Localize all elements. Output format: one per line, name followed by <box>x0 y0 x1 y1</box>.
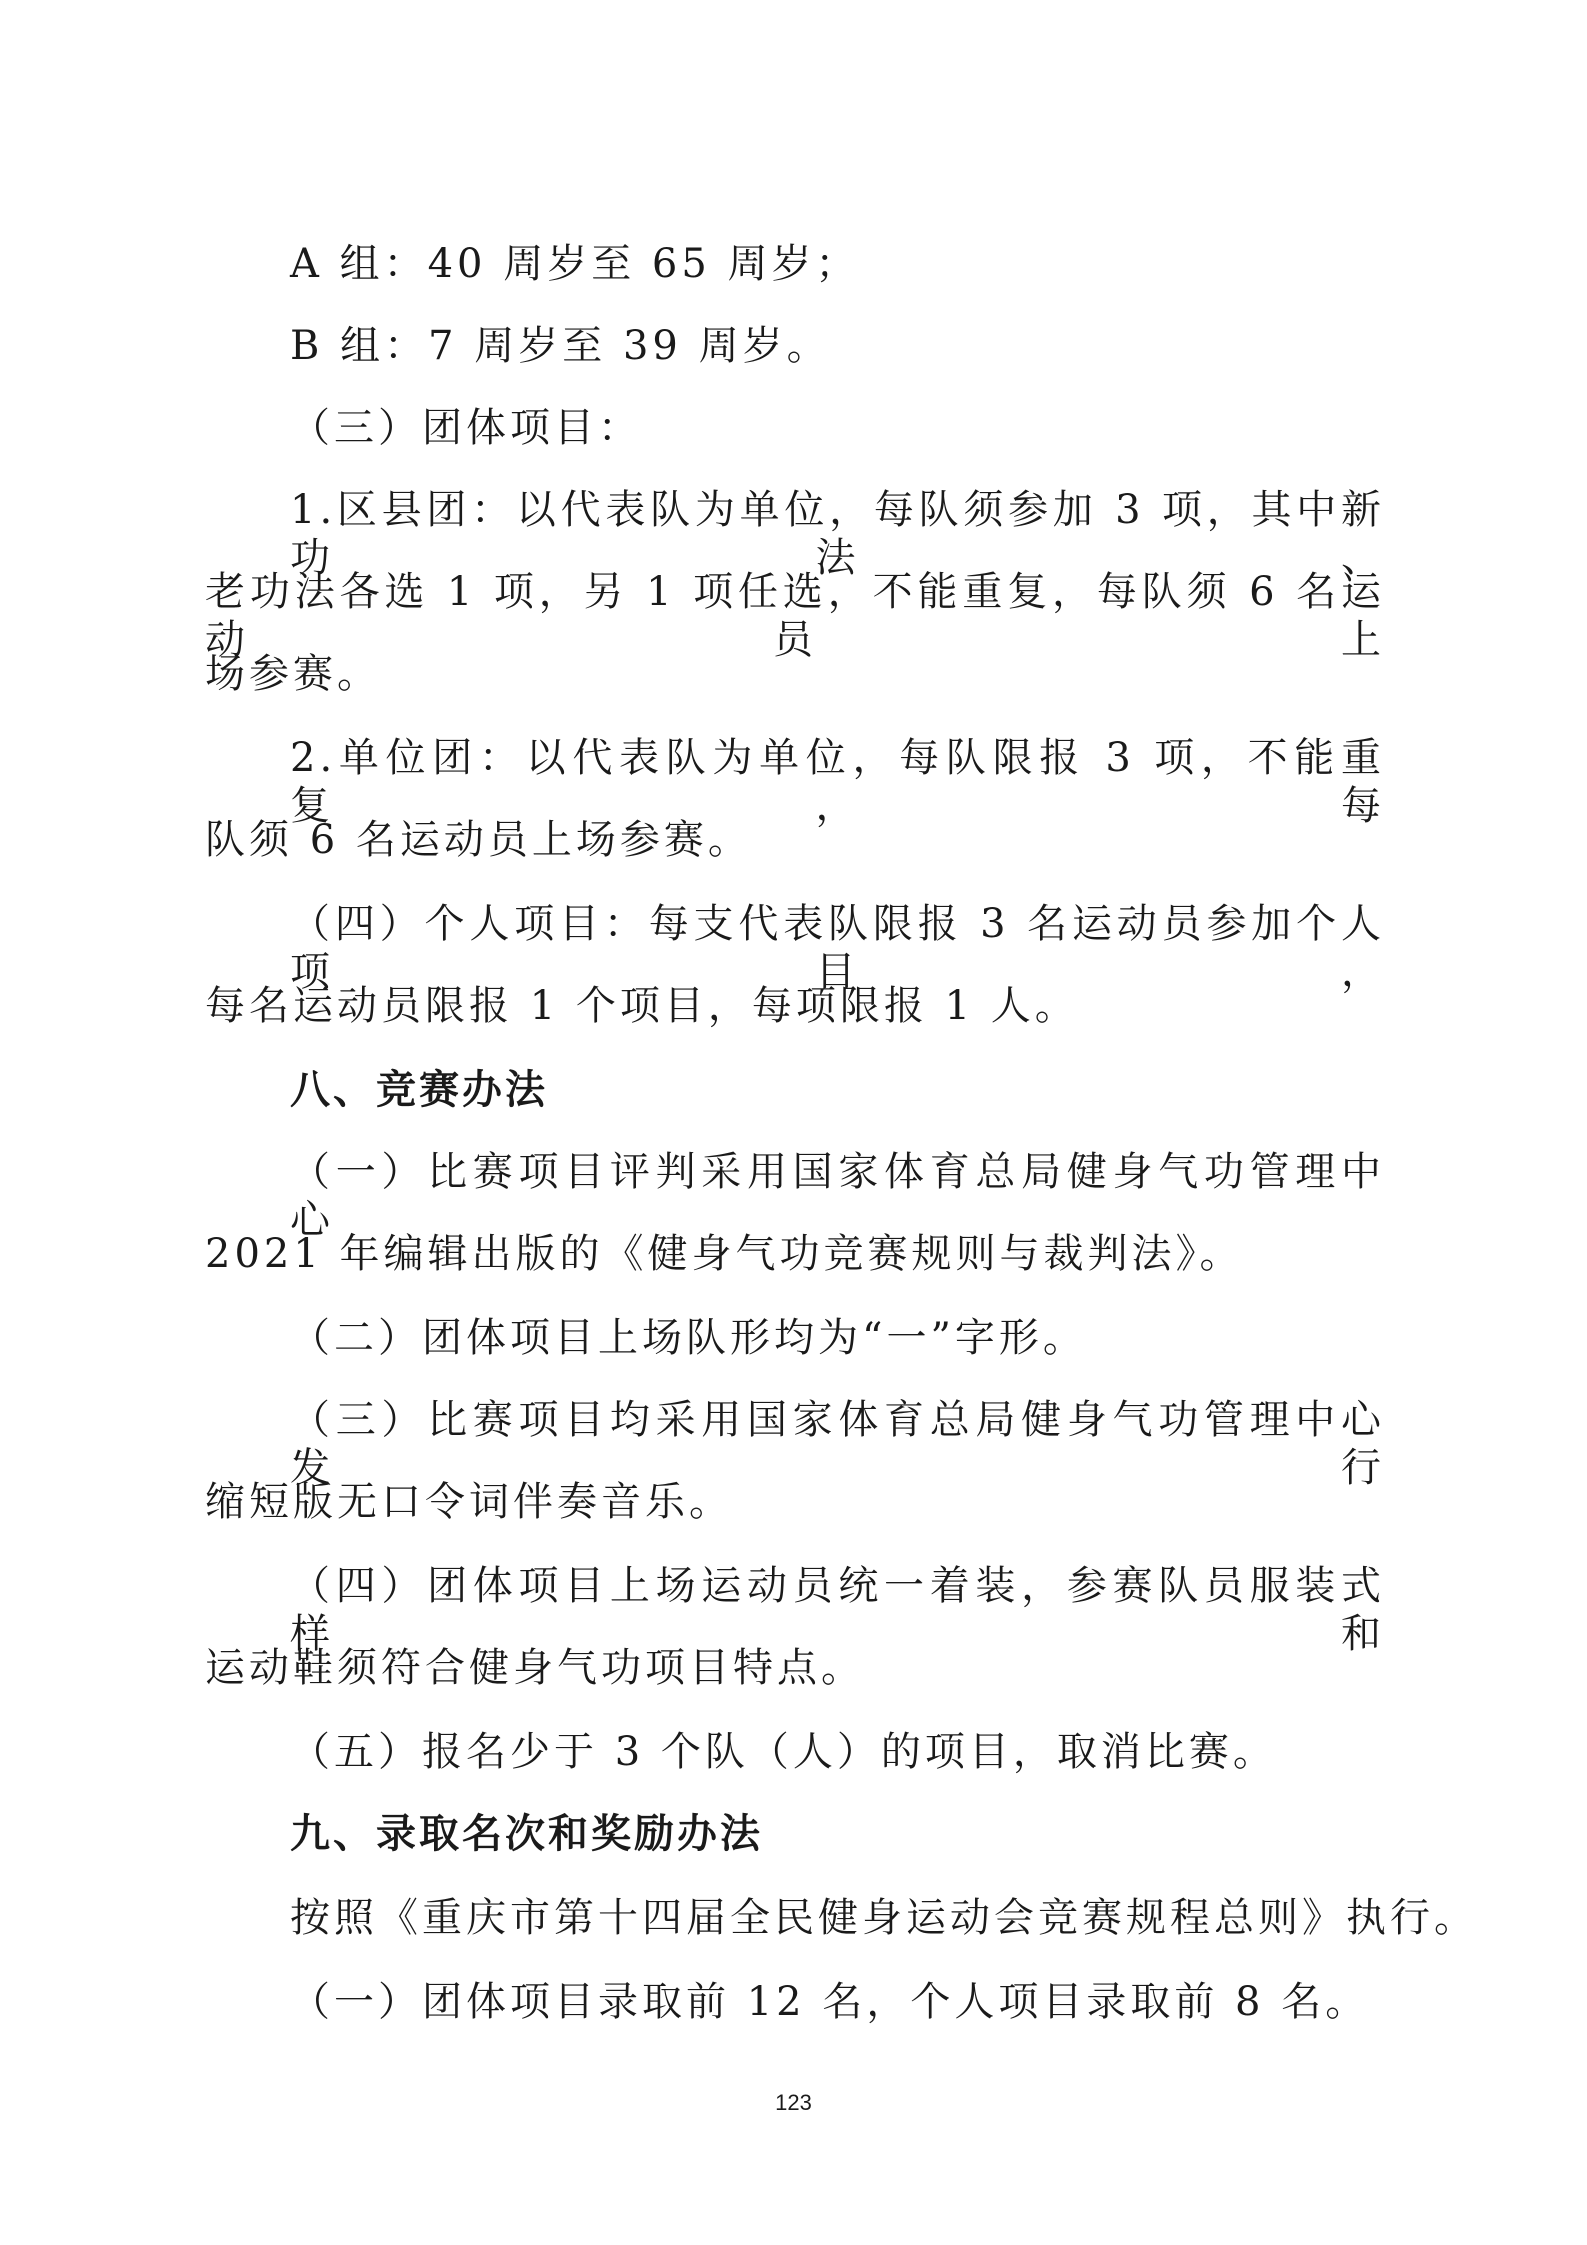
individual-events-paragraph-line-2: 每名运动员限报 1 个项目，每项限报 1 人。 <box>205 983 1079 1029</box>
team-events-subheading: （三）团体项目： <box>290 405 642 451</box>
music-paragraph-line-2: 缩短版无口令词伴奏音乐。 <box>205 1479 733 1525</box>
uniform-paragraph-line-1: （四）团体项目上场运动员统一着装，参赛队员服装式样和 <box>290 1563 1385 1657</box>
group-a-age-line: A 组：40 周岁至 65 周岁； <box>290 241 860 287</box>
cancellation-paragraph: （五）报名少于 3 个队（人）的项目，取消比赛。 <box>290 1729 1277 1775</box>
ranking-paragraph: （一）团体项目录取前 12 名，个人项目录取前 8 名。 <box>290 1979 1370 2025</box>
individual-events-paragraph-line-1: （四）个人项目：每支代表队限报 3 名运动员参加个人项目， <box>290 901 1385 995</box>
general-rules-reference-paragraph: 按照《重庆市第十四届全民健身运动会竞赛规程总则》执行。 <box>290 1895 1478 1941</box>
section-heading-competition-method: 八、竞赛办法 <box>290 1067 548 1113</box>
judging-rules-paragraph-line-2: 2021 年编辑出版的《健身气功竞赛规则与裁判法》。 <box>205 1231 1244 1277</box>
judging-rules-paragraph-line-1: （一）比赛项目评判采用国家体育总局健身气功管理中心 <box>290 1149 1385 1243</box>
district-team-paragraph-line-3: 场参赛。 <box>205 651 381 697</box>
music-paragraph-line-1: （三）比赛项目均采用国家体育总局健身气功管理中心发行 <box>290 1397 1385 1491</box>
section-heading-ranking-awards: 九、录取名次和奖励办法 <box>290 1811 763 1857</box>
group-b-age-line: B 组：7 周岁至 39 周岁。 <box>290 323 831 369</box>
district-team-paragraph-line-2: 老功法各选 1 项，另 1 项任选，不能重复，每队须 6 名运动员上 <box>205 569 1385 663</box>
unit-team-paragraph-line-1: 2.单位团：以代表队为单位，每队限报 3 项，不能重复，每 <box>290 735 1385 829</box>
team-formation-paragraph: （二）团体项目上场队形均为“一”字形。 <box>290 1315 1087 1361</box>
page-number: 123 <box>775 2090 812 2115</box>
unit-team-paragraph-line-2: 队须 6 名运动员上场参赛。 <box>205 817 752 863</box>
uniform-paragraph-line-2: 运动鞋须符合健身气功项目特点。 <box>205 1645 865 1691</box>
district-team-paragraph-line-1: 1.区县团：以代表队为单位，每队须参加 3 项，其中新功法、 <box>290 487 1385 581</box>
